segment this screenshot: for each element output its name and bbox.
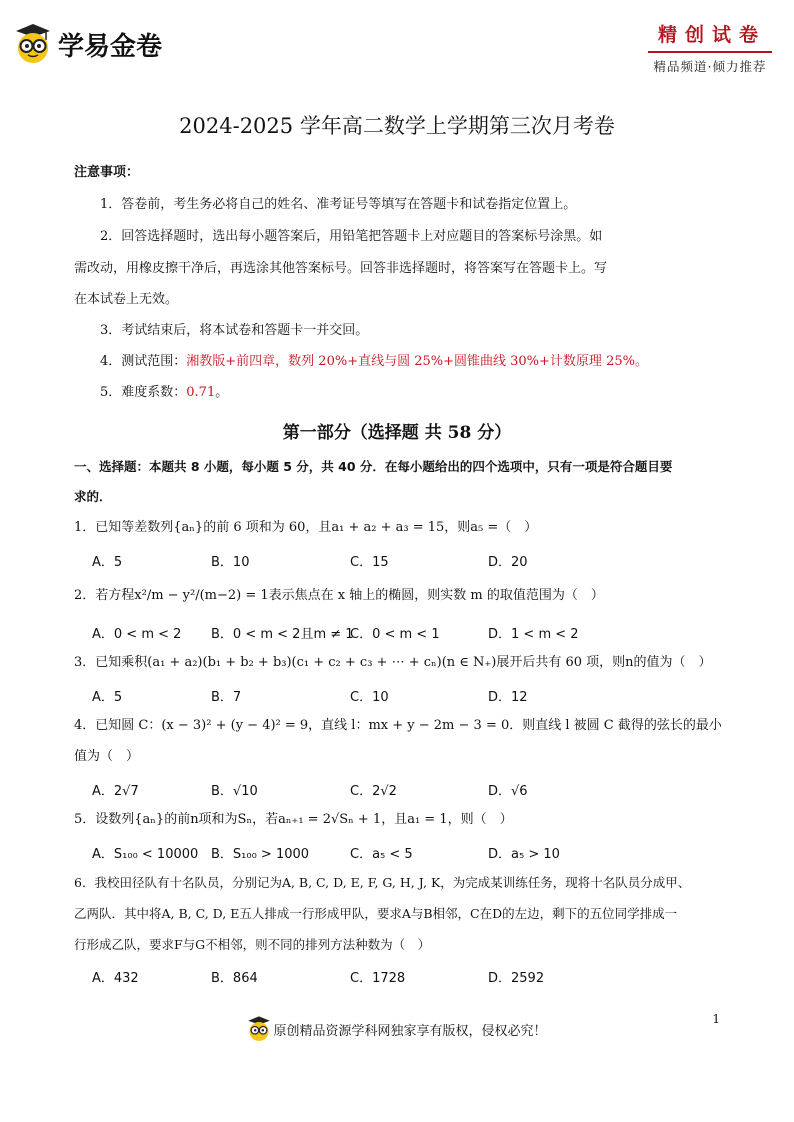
notice-item-4	[100, 353, 648, 371]
question-2-text: 2．若方程x²/m − y²/(m−2) = 1表示焦点在 x 轴上的椭圆，则实数 m 的取值范围为（ ）	[74, 588, 604, 603]
question-4-text: 4．已知圆 C：(x − 3)² + (y − 4)² = 9，直线 l：mx + y − 2m − 3 = 0．则直线 l 被圆 C 截得的弦长的最小	[74, 718, 722, 733]
q3-option-d: D．12	[488, 690, 528, 705]
section-title: 第一部分（选择题 共 58 分）	[282, 423, 512, 443]
notice-item-3: 3．考试结束后，将本试卷和答题卡一并交回。	[100, 323, 369, 338]
owl-mascot-icon	[247, 1016, 271, 1042]
q2-option-c: C．0 < m < 1	[350, 627, 440, 642]
notice-item-5-prefix: 5．难度系数：	[100, 385, 187, 400]
q1-option-d: D．20	[488, 555, 528, 570]
q4-option-a: A．2√7	[92, 784, 139, 799]
notice-heading: 注意事项：	[74, 165, 140, 180]
q2-option-d: D．1 < m < 2	[488, 627, 579, 642]
instructions-line-1: 一、选择题：本题共 8 小题，每小题 5 分，共 40 分．在每小题给出的四个选项中，只有一项是符合题目要	[74, 459, 673, 474]
q6-option-c: C．1728	[350, 971, 406, 986]
question-5-text: 5．设数列{aₙ}的前n项和为Sₙ，若aₙ₊₁ = 2√Sₙ + 1，且a₁ = 1，则（ ）	[74, 812, 513, 827]
notice-item-2: 2．回答选择题时，选出每小题答案后，用铅笔把答题卡上对应题目的答案标号涂黑。如	[100, 229, 603, 244]
q1-option-b: B．10	[211, 555, 250, 570]
q1-option-c: C．15	[350, 555, 389, 570]
question-4-text-cont: 值为（ ）	[74, 749, 140, 764]
question-6-text-cont-1: 乙两队．其中将A, B, C, D, E五人排成一行形成甲队，要求A与B相邻，C在D的左边，剩下的五位同学排成一	[74, 906, 678, 921]
q3-option-b: B．7	[211, 690, 242, 705]
brand-title: 精创试卷	[657, 24, 766, 46]
q3-option-c: C．10	[350, 690, 389, 705]
page-number: 1	[712, 1012, 720, 1026]
q6-option-b: B．864	[211, 971, 258, 986]
brand-divider	[648, 51, 772, 53]
page-title: 2024-2025 学年高二数学上学期第三次月考卷	[179, 114, 615, 138]
brand-block	[648, 20, 772, 75]
q5-option-b: B．S₁₀₀ > 1000	[211, 847, 310, 862]
q2-option-a: A．0 < m < 2	[92, 627, 182, 642]
footer	[0, 1016, 794, 1042]
owl-mascot-icon	[14, 24, 52, 64]
question-3-text: 3．已知乘积(a₁ + a₂)(b₁ + b₂ + b₃)(c₁ + c₂ + c₃ + ⋯ + cₙ)(n ∈ N₊)展开后共有 60 项，则n的值为（ ）	[74, 655, 712, 670]
notice-item-5-suffix: 。	[215, 385, 229, 400]
copyright-notice: 原创精品资源学科网独家享有版权，侵权必究！	[273, 1023, 547, 1039]
instructions-line-2: 求的．	[74, 489, 112, 504]
notice-item-5	[100, 384, 228, 402]
q6-option-a: A．432	[92, 971, 139, 986]
question-6-text-cont-2: 行形成乙队，要求F与G不相邻，则不同的排列方法种数为（ ）	[74, 937, 431, 952]
question-1-text: 1．已知等差数列{aₙ}的前 6 项和为 60，且a₁ + a₂ + a₃ = 15，则a₅ =（ ）	[74, 520, 538, 535]
notice-item-4-prefix: 4．测试范围：	[100, 354, 187, 369]
logo-text: 学易金卷	[58, 31, 163, 62]
q4-option-c: C．2√2	[350, 784, 397, 799]
logo	[14, 24, 162, 64]
notice-item-2-cont: 需改动，用橡皮擦干净后，再选涂其他答案标号。回答非选择题时，将答案写在答题卡上。写	[74, 261, 608, 276]
brand-subtitle: 精品频道·倾力推荐	[653, 59, 767, 74]
q5-option-c: C．a₅ < 5	[350, 847, 413, 862]
q4-option-d: D．√6	[488, 784, 528, 799]
difficulty-value: 0.71	[186, 385, 216, 400]
q5-option-a: A．S₁₀₀ < 10000	[92, 847, 199, 862]
notice-item-2-end: 在本试卷上无效。	[74, 292, 179, 307]
q6-option-d: D．2592	[488, 971, 545, 986]
question-6-text: 6．我校田径队有十名队员，分别记为A, B, C, D, E, F, G, H, J, K，为完成某训练任务，现将十名队员分成甲、	[74, 875, 691, 890]
q1-option-a: A．5	[92, 555, 123, 570]
q4-option-b: B．√10	[211, 784, 258, 799]
q3-option-a: A．5	[92, 690, 123, 705]
q2-option-b: B．0 < m < 2且m ≠ 1	[211, 627, 354, 642]
test-scope: 湘教版+前四章，数列 20%+直线与圆 25%+圆锥曲线 30%+计数原理 25%。	[186, 354, 648, 369]
q5-option-d: D．a₅ > 10	[488, 847, 560, 862]
notice-item-1: 1．答卷前，考生务必将自己的姓名、准考证号等填写在答题卡和试卷指定位置上。	[100, 197, 577, 212]
